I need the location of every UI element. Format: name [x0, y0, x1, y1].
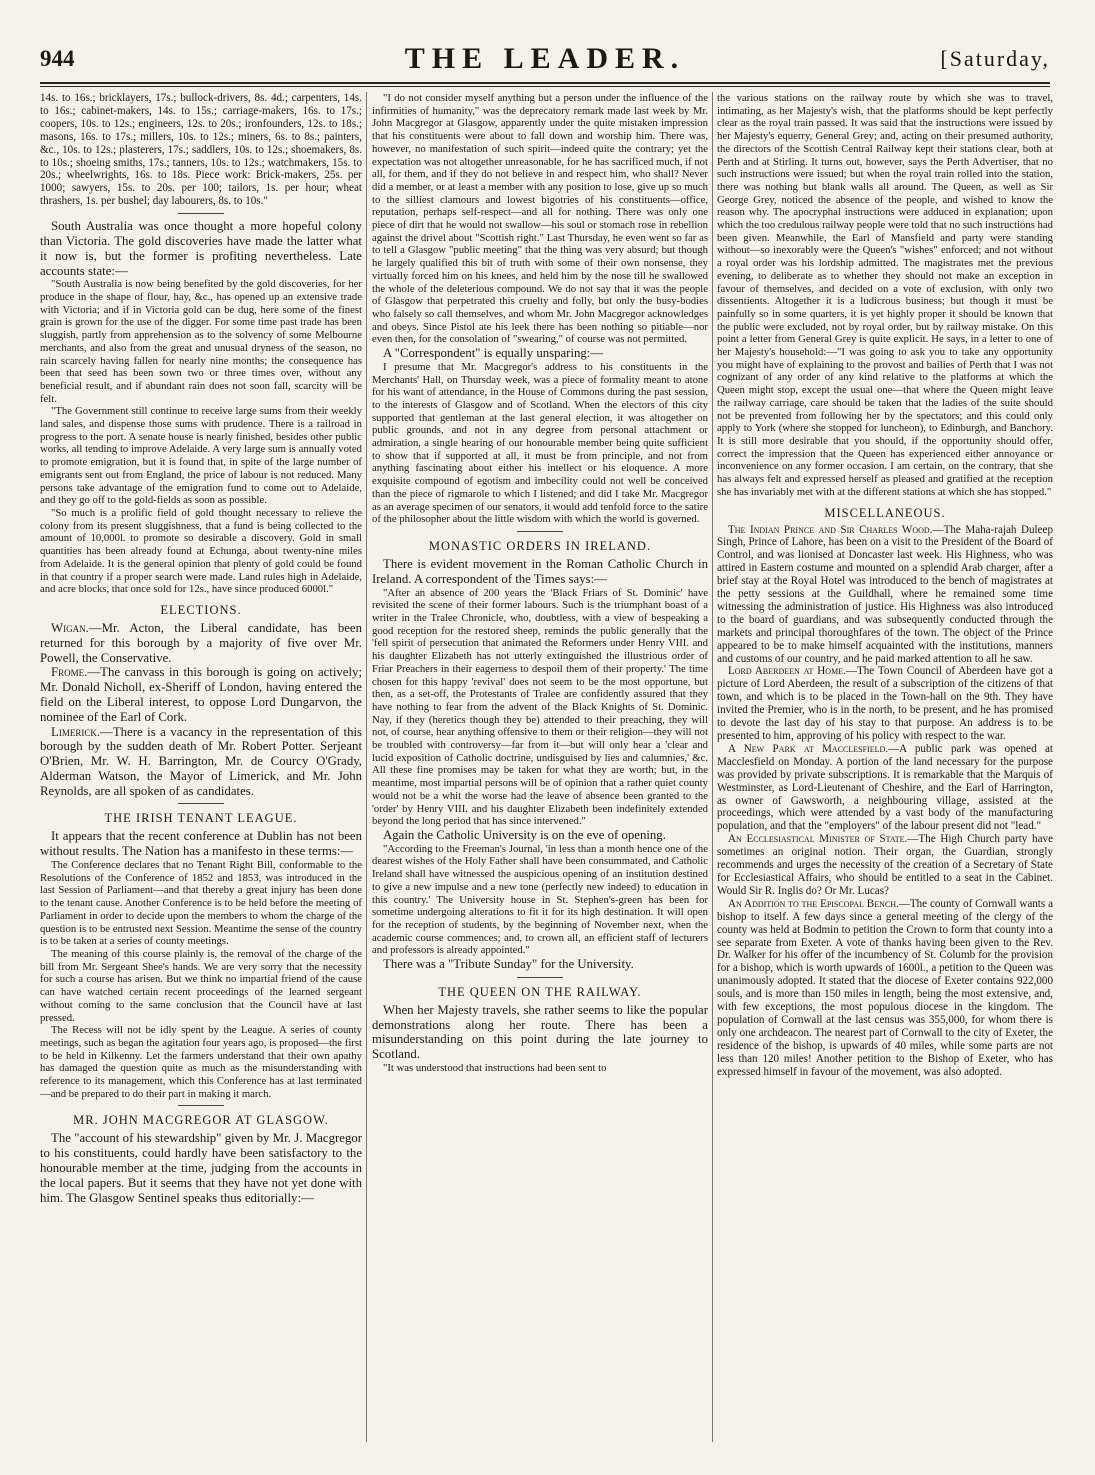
- masthead-rule-thin: [40, 86, 1050, 87]
- episcopal-bench-text: —The county of Cornwall wants a bishop to itself. A few days since a general meeting of the clergy of the county was held at Bodmin to petition the Crown to form that county into a see separate from Exeter. A vote of thanks having been given to the Rev. Dr. Walker for his offer of the incumbency of St. Columb for the provision for a bishop, which is worth upwards of 1600l., a petition to the Queen was unanimously adopted. It stated that the diocese of Exeter contains 922,000 souls, and is more than 150 miles in length, being the most extensive, and, with few exceptions, the most populous diocese in the kingdom. The population of Cornwall at the last census was 355,000, for whom there is only one archdeacon. The nearest part of Cornwall to the city of Exeter, the residence of the bishop, is upwards of 40 miles, while some parts are not less than 120 miles! Another petition to the Bishop of Exeter, who has expressed himself in favour of the movement, was also adopted.: [717, 897, 1053, 1078]
- monastic-orders-heading: MONASTIC ORDERS IN IRELAND.: [428, 539, 652, 553]
- queen-railway-intro: When her Majesty travels, she rather seems to like the popular demonstrations along her route. There has been a misunderstanding on this point during the late journey to Scotland.: [372, 1002, 708, 1062]
- indian-prince-lead: The Indian Prince and Sir Charles Wood.: [728, 523, 933, 536]
- wigan-lead: Wigan.: [51, 620, 89, 635]
- lord-aberdeen-text: —The Town Council of Aberdeen have got a picture of Lord Aberdeen, the result of a subscription of the citizens of that town, and which is to be placed in the Town-hall on the 9th. They have invited the Premier, who is in the north, to be present, and he has promised to devote the last day of his stay to that purpose. An address is to be presented to him, approving of his policy with respect to the war.: [717, 665, 1053, 742]
- column-right: [717, 92, 1053, 1442]
- separator: [517, 977, 563, 978]
- page-number: 944: [40, 46, 75, 71]
- episcopal-bench-lead: An Addition to the Episcopal Bench.: [728, 897, 899, 910]
- frome-text: —The canvass in this borough is going on actively; Mr. Donald Nicholl, ex-Sheriff of London, having entered the field on the Liberal interest, to oppose Lord Dungarvon, the nominee of the Earl of Cork.: [40, 665, 362, 724]
- episcopal-bench-paragraph: [717, 898, 1053, 1079]
- macgregor-heading: MR. JOHN MACGREGOR AT GLASGOW.: [73, 1113, 329, 1128]
- irish-tenant-league-intro: It appears that the recent conference at Dublin has not been without results. The Nation has a manifesto in these terms:—: [40, 829, 362, 859]
- separator: [517, 531, 563, 532]
- separator: [178, 213, 224, 214]
- macclesfield-park-lead: A New Park at Macclesfield.: [728, 742, 889, 755]
- south-australia-quote-3: "So much is a prolific field of gold thought necessary to relieve the colony from its present sluggishness, that a fund is being collected to the amount of 10,000l. to promote so desirable a discovery. Gold in small quantities has been already found at Echunga, about twenty-nine miles from Adelaide. It is the general opinion that plenty of gold could be found in that country if a proper search were made. Land rules high in Adelaide, and acre blocks, that once sold for 12s., have since produced 6000l.": [40, 507, 362, 596]
- monastic-orders-intro: There is evident movement in the Roman Catholic Church in Ireland. A correspondent of the Times says:—: [372, 557, 708, 586]
- catholic-university-quote: "According to the Freeman's Journal, 'in less than a month hence one of the dearest wishes of the Holy Father shall have been consummated, and Catholic Ireland shall have witnessed the auspicious opening of an institution destined to give a new impulse and a new tone (perfectly new indeed) to education in this country.' The University house in St. Stephen's-green has been for sometime undergoing alterations to fit it for its high destination. It will open for the reception of students, by the beginning of November next, when the academic course commences; and, to crown all, an efficient staff of lecturers and professors is already appointed.": [372, 842, 708, 957]
- queen-railway-heading: THE QUEEN ON THE RAILWAY.: [438, 984, 642, 999]
- column-middle: [372, 92, 708, 1442]
- irish-tenant-league-quote-3: The Recess will not be idly spent by the League. A series of county meetings, such as began the agitation four years ago, is proposed—the first to be held in Kilkenny. Let the farmers understand that their own apathy has damaged the question quite as much as the misunderstanding with reference to its management, which this Conference has at last terminated—and be prepared to do their part in making it march.: [40, 1024, 362, 1100]
- ecclesiastical-minister-paragraph: [717, 833, 1053, 898]
- masthead-rule: [40, 82, 1050, 84]
- south-australia-intro: South Australia was once thought a more hopeful colony than Victoria. The gold discoveries have made the latter what it now is, but the former is profiting nevertheless. Late accounts state:—: [40, 219, 362, 278]
- column-divider: [712, 92, 713, 1442]
- ecclesiastical-minister-text: —The High Church party have sometimes an original notion. Their organ, the Guardian, strongly recommends and urges the necessity of the creation of a Secretary of State for Ecclesiastical Affairs, who should be entitled to a seat in the Cabinet. Would Sir R. Inglis do? Or Mr. Lucas?: [717, 833, 1053, 897]
- wages-list: 14s. to 16s.; bricklayers, 17s.; bullock-drivers, 8s. 4d.; carpenters, 14s. to 16s.; cabinet-makers, 14s. to 15s.; carriage-makers, 16s. to 17s.; coopers, 10s. to 12s.; engineers, 12s. to 20s.; ironfounders, 12s. to 18s.; masons, 16s. to 17s.; millers, 10s. to 12s.; miners, 6s. to 8s.; painters, &c., 10s. to 12s.; plasterers, 17s.; saddlers, 10s. to 12s.; shoemakers, 8s. to 10s.; shoeing smiths, 17s.; tanners, 10s. to 12s.; watchmakers, 15s. to 20s.; wheelwrights, 16s. to 18s. Piece work: Brick-makers, 25s. per 1000; sawyers, 15s. to 20s. per 100; tailors, 1s. per hour; wheat thrashers, 1s. per bushel; day labourers, 8s. to 10s.": [40, 92, 362, 208]
- lord-aberdeen-paragraph: [717, 665, 1053, 742]
- limerick-paragraph: [40, 725, 362, 799]
- irish-tenant-league-quote-1: The Conference declares that no Tenant Right Bill, conformable to the Resolutions of the Conference of 1852 and 1853, was introduced in the last Session of Parliament—and that thereby a great injury has been done to the tenant cause. Another Conference is to be held before the meeting of Parliament in order to decide upon the members to whom the charge of the question is to be entrusted next Session. Meantime the sense of the country is to be taken at a series of county meetings.: [40, 859, 362, 948]
- irish-tenant-league-quote-2: The meaning of this course plainly is, the removal of the charge of the bill from Mr. Sergeant Shee's hands. We are very sorry that the necessity for such a course has arisen. But we think no impartial friend of the cause can have watched certain recent proceedings of the learned sergeant without coming to the same conclusion that the Council have at last pressed.: [40, 948, 362, 1024]
- column-divider: [366, 92, 367, 1442]
- macclesfield-park-paragraph: [717, 743, 1053, 833]
- column-left: [40, 92, 362, 1442]
- correspondent-intro: A "Correspondent" is equally unsparing:—: [383, 346, 604, 361]
- monastic-orders-quote: "After an absence of 200 years the 'Black Friars of St. Dominic' have revisited the scene of their former labours. Such is the triumphant boast of a writer in the Tralee Chronicle, who, doubtless, with a view of bespeaking a good reception for the restored sheep, reminds the public generally that the 'fell spirit of persecution that animated the Reformers under Henry VIII. and his daughter Elizabeth has not utterly extinguished the illustrious order of Friar Preachers in their eagerness to despoil them of their property.' The time chosen for this happy 'revival' does not seem to be the most opportune, but then, as a set-off, the Protestants of Tralee are confidently assured that they have nothing to fear from the advent of the Black Knights of St. Dominic. Nay, if they (heretics though they be) attended to their preaching, they will not, of course, hear anything offensive to them or their religion—they will not be troubled with controversy—far from it—but will only hear a 'clear and lucid exposition of Catholic doctrine, undisguised by lies and calumnies,' &c. All these fine promises may be taken for what they are worth; but, in the meantime, most impartial persons will be of opinion that a rather quiet county would not be a whit the worse had the leave of absence been granted to the 'order' by Henry VIII. and his daughter Elizabeth been indefinitely extended beyond the long period that has since intervened.": [372, 586, 708, 828]
- newspaper-title: THE LEADER.: [404, 42, 686, 75]
- indian-prince-paragraph: [717, 524, 1053, 666]
- irish-tenant-league-heading: THE IRISH TENANT LEAGUE.: [104, 811, 298, 826]
- macclesfield-park-text: —A public park was opened at Macclesfield on Monday. A portion of the land necessary for the purpose was provided by private subscriptions. It is remarkable that the Marquis of Westminster, as Lord-Lieutenant of Cheshire, and the Earl of Harrington, as owner of Gawsworth, a neighbouring village, assisted at the proceedings, which were attended by a vast body of the manufacturing population, and that the "employers" of the labour present did not "lead.": [717, 742, 1053, 833]
- macgregor-intro: The "account of his stewardship" given by Mr. J. Macgregor to his constituents, could hardly have been satisfactory to the honourable member at the time, judging from the accounts in the local papers. But it seems that they have not yet done with him. The Glasgow Sentinel speaks thus editorially:—: [40, 1131, 362, 1205]
- limerick-lead: Limerick.: [51, 724, 101, 739]
- wigan-text: —Mr. Acton, the Liberal candidate, has been returned for this borough by a majority of five over Mr. Powell, the Conservative.: [40, 620, 362, 665]
- catholic-university-intro: Again the Catholic University is on the eve of opening.: [383, 827, 666, 842]
- issue-date: [Saturday,: [940, 46, 1050, 71]
- separator: [178, 1105, 224, 1106]
- macgregor-quote: "I do not consider myself anything but a person under the influence of the infirmities of humanity," was the deprecatory remark made last week by Mr. John Macgregor at Glasgow, apparently under the quite mistaken impression that his constituents were about to fall down and worship him. There was, however, no manifestation of such spirit—indeed quite the contrary; yet the expectation was not altogether unreasonable, for he has sacrificed much, if not all, for them, and if they do not believe in and respect him, who shall? Never did a member, or at least a member with any position to lose, give up so much to the silliest clamours and lowest bigotries of his constituents—office, reputation, perhaps self-respect—and all for nothing. There was only one piece of dirt that he would not swallow—his soul or stomach rose in rebellion against the drivel about "Scottish right." Last Thursday, he even went so far as to tell a Glasgow "public meeting" that the thing was very absurd; but though he largely qualified this bit of truth with some of their own nonsense, they virtually forced him on his knees, and held him by the nose till he swallowed the whole of the deleterious compound. We do not say that it was the people of Glasgow that perpetrated this cruelty and folly, but only the busy-bodies who falsely so call themselves, and whom Mr. John Macgregor acknowledges and obeys. Since Pistol ate his leek there has been nothing so pitiable—nor even then, for the consolation of "swearing," of course was not permitted.: [372, 92, 708, 346]
- separator: [178, 803, 224, 804]
- correspondent-quote: I presume that Mr. Macgregor's address to his constituents in the Merchants' Hall, on Thursday week, was a piece of formality meant to atone for his want of attendance, in the House of Commons during the past session, to the interests of Glasgow and of Scotland. When the electors of this city supported that gentleman at the last general election, it was altogether on public grounds, and not in any degree from personal attachment or admiration, a single hearing of our honourable member being quite sufficient to show that if supported at all, it must be from principle, and not from anything fascinating about either his intellect or his eloquence. A more exquisite compound of egotism and imbecility could not well be conceived than the piece of rigmarole to which I listened; and did I take Mr. Macgregor as an average specimen of our senators, it would add tenfold force to the satire of the philosopher about the little wisdom with which the world is governed.: [372, 360, 708, 526]
- miscellaneous-heading: MISCELLANEOUS.: [824, 505, 946, 520]
- limerick-text: —There is a vacancy in the representation of this borough by the sudden death of Mr. Robert Potter. Serjeant O'Brien, Mr. W. H. Barrington, Mr. de Courcy O'Grady, Alderman Watson, the Mayor of Limerick, and Mr. John Reynolds, are all spoken of as candidates.: [40, 724, 362, 798]
- ecclesiastical-minister-lead: An Ecclesiastical Minister of State.: [728, 833, 908, 846]
- queen-railway-quote-continued: the various stations on the railway route by which she was to travel, intimating, as her Majesty's wish, that the platforms should be kept perfectly clear as the royal train passed. It was said that the instructions were issued by her Majesty's equerry, General Grey; and, acting on their presumed authority, the directors of the Scottish Central Railway kept their stations clear, both at Perth and at Stirling. It turns out, however, says the Perth Advertiser, that no such instructions were issued; but when the royal train rolled into the station, there was nothing but blank walls all around. The Queen, as well as Sir George Grey, noticed the absence of the people, and wished to know the reason why. The apocryphal instructions were adduced in explanation; upon which the too credulous railway people were told that no such instructions had been given. Meanwhile, the Earl of Mansfield and party were standing without—so inexorably were the Queen's "wishes" enforced; and not without a royal order was his lordship admitted. The magistrates met the previous evening, to deliberate as to whether they should not make an exception in favour of themselves, and decided on a vote of exclusion, with only two dissentients. Altogether it is a ludicrous business; but though it must be painfully so in some quarters, it is yet highly proper it should be known that the public were excluded, not by royal order, but by railway mistake. On this point a letter from General Grey is quite explicit. He says, in a letter to one of her Majesty's household:—"I was going to ask you to take any opportunity you might have of explaining to the provost and bailies of Perth that I was not cognizant of any order of any kind relative to the platforms at which the Queen might stop, except the usual one—that where the Queen might leave the railway carriage, care should be taken that the ladies of the suite should not be prevented from following her by the spectators; and this could only apply to York (where she stopped for luncheon), to Edinburgh, and Banchory. It is still more desirable that you should, if the opportunity should offer, correct the impression that the Queen has experienced either annoyance or inconvenience on any former occasion. I am certain, on the contrary, that she has always felt and expressed herself as pleased and gratified at the reception she has invariably met with at the different stations at which she has stopped.": [717, 92, 1053, 498]
- frome-lead: Frome.: [51, 665, 88, 680]
- masthead: [40, 40, 1050, 80]
- queen-railway-quote-start: "It was understood that instructions had been sent to: [383, 1062, 607, 1075]
- indian-prince-text: —The Maha-rajah Duleep Singh, Prince of Lahore, has been on a visit to the President of the Board of Control, and was lionised at Doncaster last week. His Highness, who was attired in Eastern costume and mounted on a splendid Arab charger, after a brief stay at the Royal Hotel was introduced to the bench of magistrates at the petty sessions at the Guildhall, where he remained some time witnessing the administration of justice. His Highness was also introduced to the board of guardians, and was subsequently conducted through the markets and principal thoroughfares of the town. The object of the Prince appeared to be to make himself acquainted with the institutions, manners and customs of our country, and he paid marked attention to all he saw.: [717, 523, 1053, 665]
- tribute-sunday: There was a "Tribute Sunday" for the University.: [383, 957, 634, 972]
- frome-paragraph: [40, 665, 362, 724]
- south-australia-quote-2: "The Government still continue to receive large sums from their weekly land sales, and dispense those sums with prudence. There is a railroad in progress to the port. A senate house is nearly finished, besides other public works, all tending to improve Adelaide. A very large sum is annually voted to promote emigration, but it is found that, in spite of the large number of emigrants sent out from England, the price of labour is not reduced. Many persons take advantage of the emigration fund to come out to Adelaide, and they go off to the gold-fields as soon as possible.: [40, 405, 362, 507]
- south-australia-quote-1: "South Australia is now being benefited by the gold discoveries, for her produce in the shape of flour, hay, &c., has opened up an extensive trade with Victoria; and if in Victoria gold can be dug, here some of the finest grain is grown for the use of the digger. For some time past trade has been sluggish, partly from apprehension as to the solvency of some Melbourne merchants, and also from the great and unusual dryness of the season, no rain scarcely having fallen for nearly nine months; the consequence has been that seed has been sown two or three times over, without any beneficial result, and if abundant rain does not soon fall, scarcity will be felt.: [40, 278, 362, 405]
- lord-aberdeen-lead: Lord Aberdeen at Home.: [728, 665, 846, 678]
- elections-heading: ELECTIONS.: [160, 602, 242, 617]
- wigan-paragraph: [40, 621, 362, 665]
